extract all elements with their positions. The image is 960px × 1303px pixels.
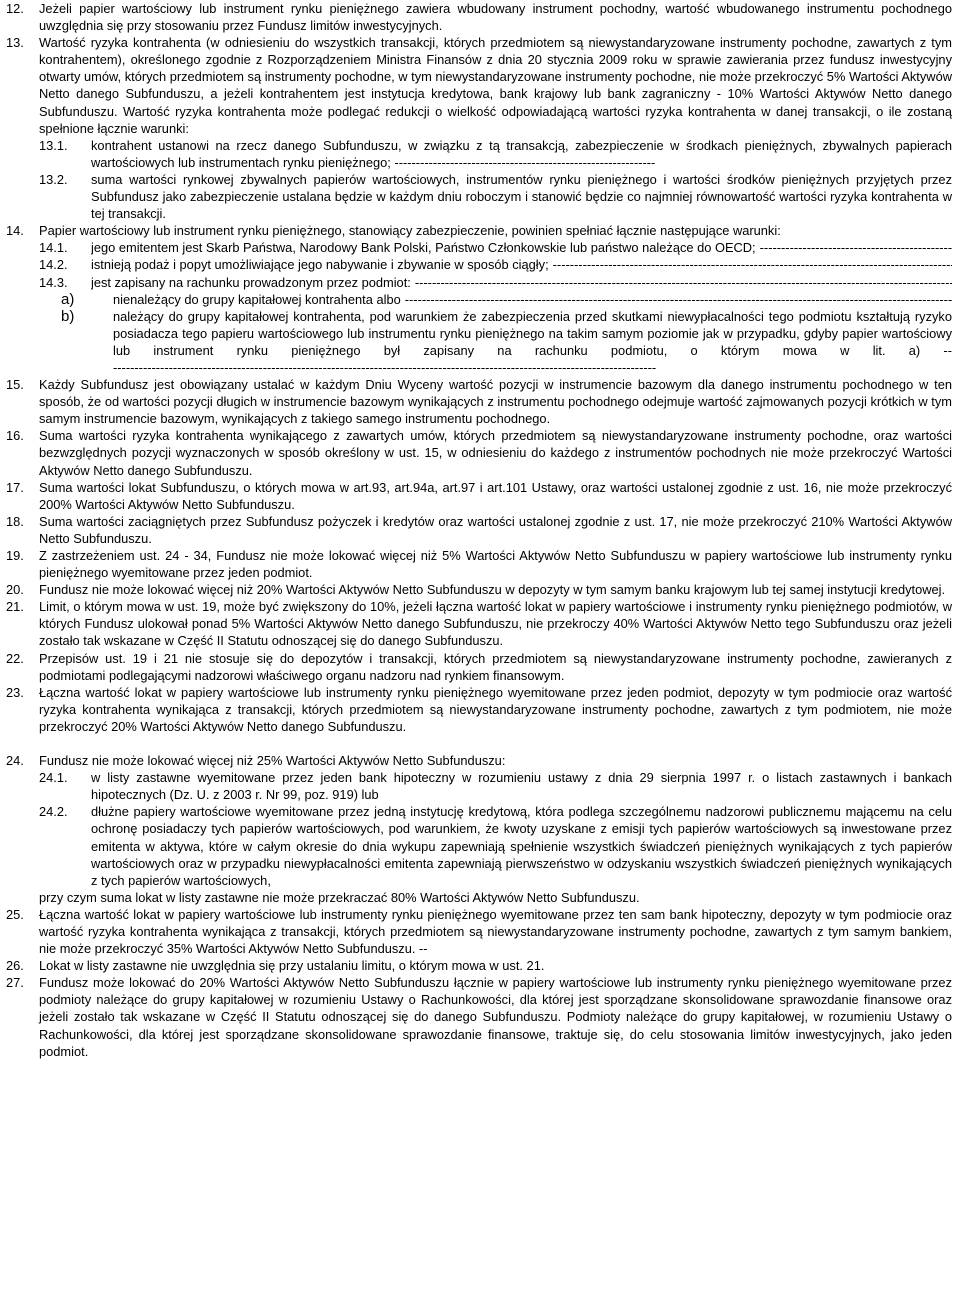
letter-item-a	[39, 291, 952, 308]
paragraph-number: 20.	[6, 582, 24, 598]
subparagraph-14-1	[39, 239, 952, 256]
paragraph-text: Przepisów ust. 19 i 21 nie stosuje się do depozytów i transakcji, których przedmiotem są niewystandaryzowane instrumenty pochodne, zawieranych z podmiotami podlegającymi nadzorowi właściwego organu nadzoru nad rynkiem finansowym.	[39, 650, 952, 683]
paragraph-17	[6, 479, 952, 513]
subparagraph-number: 14.1.	[39, 240, 68, 256]
paragraph-21	[6, 598, 952, 649]
paragraph-number: 12.	[6, 1, 24, 16]
subparagraph-text: istnieją podaż i popyt umożliwiające jego nabywanie i zbywanie w sposób ciągły;	[91, 257, 549, 273]
letter-item-b	[39, 308, 952, 376]
subparagraph-13-1	[39, 137, 952, 171]
letter-marker: a)	[61, 290, 75, 308]
paragraph-number: 22.	[6, 650, 24, 666]
paragraph-text: Suma wartości ryzyka kontrahenta wynikającego z zawartych umów, których przedmiotem są niewystandaryzowane instrumenty pochodne, oraz wartości bezwzględnych pozycji wyznaczonych w sposób określony w ust. 15, w odniesieniu do każdego z instrumentów pochodnych nie może przekroczyć Wartości Aktywów Netto danego Subfunduszu.	[39, 428, 952, 478]
subparagraph-text: jego emitentem jest Skarb Państwa, Narodowy Bank Polski, Państwo Członkowskie lub państwo należące do OECD;	[91, 240, 756, 256]
subparagraph-text: jest zapisany na rachunku prowadzonym przez podmiot:	[91, 274, 411, 290]
paragraph-number: 23.	[6, 684, 24, 700]
subparagraph-24-2	[39, 803, 952, 888]
subparagraph-number: 24.2.	[39, 804, 68, 820]
letter-text: nienależący do grupy kapitałowej kontrahenta albo	[113, 291, 401, 307]
subparagraph-text: kontrahent ustanowi na rzecz danego Subfunduszu, w związku z tą transakcją, zabezpieczenie w środkach pieniężnych, zbywalnych papierach wartościowych lub instrumentach rynku pieniężnego;	[91, 137, 952, 170]
subparagraph-14-2	[39, 256, 952, 273]
paragraph-text: Z zastrzeżeniem ust. 24 - 34, Fundusz nie może lokować więcej niż 5% Wartości Aktywów Netto Subfunduszu w papiery wartościowe lub instrumenty rynku pieniężnego wyemitowane przez jeden podmiot.	[39, 548, 952, 581]
paragraph-number: 18.	[6, 513, 24, 529]
subparagraph-24-1	[39, 769, 952, 803]
paragraph-text: Papier wartościowy lub instrument rynku pieniężnego, stanowiący zabezpieczenie, powinien spełniać łącznie następujące warunki:	[39, 223, 781, 239]
paragraph-tail: przy czym suma lokat w listy zastawne nie może przekraczać 80% Wartości Aktywów Netto Subfunduszu.	[39, 889, 640, 905]
paragraph-number: 15.	[6, 377, 24, 393]
subparagraph-number: 13.2.	[39, 171, 68, 187]
paragraph-22	[6, 650, 952, 684]
paragraph-13	[6, 34, 952, 222]
subparagraph-number: 14.2.	[39, 257, 68, 273]
paragraph-14	[6, 222, 952, 376]
paragraph-26	[6, 957, 952, 974]
paragraph-text: Fundusz nie może lokować więcej niż 25% Wartości Aktywów Netto Subfunduszu:	[39, 753, 506, 769]
paragraph-text: Jeżeli papier wartościowy lub instrument rynku pieniężnego zawiera wbudowany instrument pochodny, wartość wbudowanego instrumentu pochodnego uwzględnia się przy stosowaniu przez Fundusz limitów inwestycyjnych.	[39, 1, 952, 34]
paragraph-number: 26.	[6, 958, 24, 974]
paragraph-number: 27.	[6, 975, 24, 991]
dash-leader	[411, 274, 952, 291]
paragraph-19	[6, 547, 952, 581]
paragraph-text: Wartość ryzyka kontrahenta (w odniesieniu do wszystkich transakcji, których przedmiotem są niewystandaryzowane instrumenty pochodne, zawartych z tym kontrahentem), określonego zgodnie z Rozporządzeniem Ministra Finansów z dnia 20 stycznia 2009 roku w sprawie zawierania przez fundusz inwestycyjny otwarty umów, których przedmiotem są instrumenty pochodne, w tym niewystandaryzowane instrumenty pochodne, nie może przekroczyć 5% Wartości Aktywów Netto danego Subfunduszu, a jeżeli kontrahentem jest instytucja kredytowa, bank krajowy lub bank zagraniczny - 10% Wartości Aktywów Netto danego Subfunduszu. Wartość ryzyka kontrahenta może podlegać redukcji o wielkość odpowiadającą wartości ryzyka kontrahenta w danej transakcji, o ile zostaną spełnione łącznie warunki:	[39, 35, 952, 136]
letter-marker: b)	[61, 307, 75, 325]
paragraph-number: 25.	[6, 906, 24, 922]
paragraph-25	[6, 906, 952, 957]
subparagraph-text: dłużne papiery wartościowe wyemitowane przez jedną instytucję kredytową, która podlega szczególnemu nadzorowi publicznemu mającemu na celu ochronę posiadaczy tych papierów wartościowych, pod warunkiem, że kwoty uzyskane z emisji tych papierów wartościowych są inwestowane przez emitenta w aktywa, które w całym okresie do dnia wykupu zapewniają spełnienie wszystkich świadczeń pieniężnych wynikających z tych papierów wartościowych oraz w przypadku niewypłacalności emitenta zapewniają pierwszeństwo w odzyskaniu wszystkich świadczeń pieniężnych wynikających z tych papierów wartościowych,	[91, 804, 952, 888]
paragraph-text: Suma wartości zaciągniętych przez Subfundusz pożyczek i kredytów oraz wartości ustalonej zgodnie z ust. 17, nie może przekroczyć 210% Wartości Aktywów Netto Subfunduszu.	[39, 513, 952, 546]
paragraph-23	[6, 684, 952, 735]
paragraph-24	[6, 752, 952, 906]
paragraph-20	[6, 581, 952, 598]
paragraph-27	[6, 974, 952, 1059]
paragraph-text: Łączna wartość lokat w papiery wartościowe lub instrumenty rynku pieniężnego wyemitowane przez jeden podmiot, depozyty w tym podmiocie oraz wartość ryzyka kontrahenta wynikająca z transakcji, których przedmiotem są niewystandaryzowane instrumenty pochodne, zawartych z tym podmiotem, nie może przekroczyć 20% Wartości Aktywów Netto danego Subfunduszu.	[39, 684, 952, 734]
letter-text: należący do grupy kapitałowej kontrahenta, pod warunkiem że zabezpieczenia przed skutkami niewypłacalności tego podmiotu kształtują ryzyko posiadacza tego papieru wartościowego lub instrumentu rynku pieniężnego na takim samym poziomie jak w przypadku, gdyby papier wartościowy lub instrument rynku pieniężnego był zapisany na rachunku podmiotu, o którym mowa w lit. a) --	[113, 308, 952, 358]
paragraph-number: 17.	[6, 479, 24, 495]
paragraph-number: 13.	[6, 35, 24, 51]
subparagraph-number: 14.3.	[39, 274, 68, 290]
paragraph-text: Fundusz nie może lokować więcej niż 20% Wartości Aktywów Netto Subfunduszu w depozyty w tym samym banku krajowym lub tej samej instytucji kredytowej.	[39, 582, 946, 598]
paragraph-number: 21.	[6, 599, 24, 615]
dash-leader: -------------------------------------------------------------------------------------------------------------------------------	[113, 359, 657, 375]
paragraph-text: Suma wartości lokat Subfunduszu, o których mowa w art.93, art.94a, art.97 i art.101 Ustawy, oraz wartości ustalonej zgodnie z ust. 16, nie może przekroczyć 200% Wartości Aktywów Netto Subfunduszu.	[39, 479, 952, 512]
paragraph-text: Fundusz może lokować do 20% Wartości Aktywów Netto Subfunduszu łącznie w papiery wartościowe lub instrumenty rynku pieniężnego wyemitowane przez podmioty należące do grupy kapitałowej w rozumieniu Ustawy o Rachunkowości, dla której jest sporządzane skonsolidowane sprawozdanie finansowe oraz jeżeli zostało tak wskazane w Część II Statutu odnoszącej się do danego Subfunduszu. Podmioty należące do grupy kapitałowej, w rozumieniu Ustawy o Rachunkowości, dla której jest sporządzane skonsolidowane sprawozdanie finansowe, traktuje się, do celu stosowania limitów inwestycyjnych, jako jeden podmiot.	[39, 975, 952, 1059]
paragraph-number: 24.	[6, 753, 24, 769]
subparagraph-text: w listy zastawne wyemitowane przez jeden bank hipoteczny w rozumieniu ustawy z dnia 29 sierpnia 1997 r. o listach zastawnych i bankach hipotecznych (Dz. U. z 2003 r. Nr 99, poz. 919) lub	[91, 770, 952, 803]
subparagraph-14-3	[39, 274, 952, 291]
paragraph-text: Łączna wartość lokat w papiery wartościowe lub instrumenty rynku pieniężnego wyemitowane przez ten sam bank hipoteczny, depozyty w tym podmiocie oraz wartość ryzyka kontrahenta wynikająca z transakcji, których przedmiotem są niewystandaryzowane instrumenty pochodne, zawartych z tym samym bankiem, nie może przekroczyć 35% Wartości Aktywów Netto Subfunduszu. --	[39, 906, 952, 957]
paragraph-16	[6, 427, 952, 478]
dash-leader	[549, 256, 952, 273]
dash-leader	[401, 291, 952, 308]
subparagraph-text: suma wartości rynkowej zbywalnych papierów wartościowych, instrumentów rynku pieniężnego i wartości środków pieniężnych przyjętych przez Subfundusz jako zabezpieczenie ustalana będzie w każdym dniu roboczym i stanowić będzie co najmniej równowartość wartości ryzyka kontrahenta w tej transakcji.	[91, 171, 952, 222]
subparagraph-number: 24.1.	[39, 770, 68, 786]
paragraph-text: Lokat w listy zastawne nie uwzględnia się przy ustalaniu limitu, o którym mowa w ust. 21.	[39, 958, 545, 974]
paragraph-number: 14.	[6, 223, 24, 239]
paragraph-text: Limit, o którym mowa w ust. 19, może być zwiększony do 10%, jeżeli łączna wartość lokat w papiery wartościowe i instrumenty rynku pieniężnego podmiotów, w których Fundusz ulokował ponad 5% Wartości Aktywów Netto danego Subfunduszu, nie przekroczy 40% Wartości Aktywów Netto tego Subfunduszu oraz jeżeli zostało tak wskazane w Część II Statutu odnoszącej się do danego Subfunduszu.	[39, 599, 952, 649]
subparagraph-13-2	[39, 171, 952, 222]
blank-line	[6, 735, 952, 752]
paragraph-number: 16.	[6, 428, 24, 444]
paragraph-text: Każdy Subfundusz jest obowiązany ustalać w każdym Dniu Wyceny wartość pozycji w instrumencie bazowym dla danego instrumentu pochodnego w ten sposób, że od wartości pozycji długich w instrumencie bazowym wynikających z instrumentu pochodnego odejmuje wartość zajmowanych pozycji krótkich w tym samym instrumencie bazowym, wynikających z takiego samego instrumentu pochodnego.	[39, 377, 952, 427]
paragraph-12	[6, 0, 952, 34]
paragraph-18	[6, 513, 952, 547]
subparagraph-number: 13.1.	[39, 137, 68, 153]
dash-leader: -------------------------------------------------------------	[394, 154, 656, 170]
paragraph-15	[6, 376, 952, 427]
dash-leader	[756, 239, 952, 256]
paragraph-number: 19.	[6, 548, 24, 563]
